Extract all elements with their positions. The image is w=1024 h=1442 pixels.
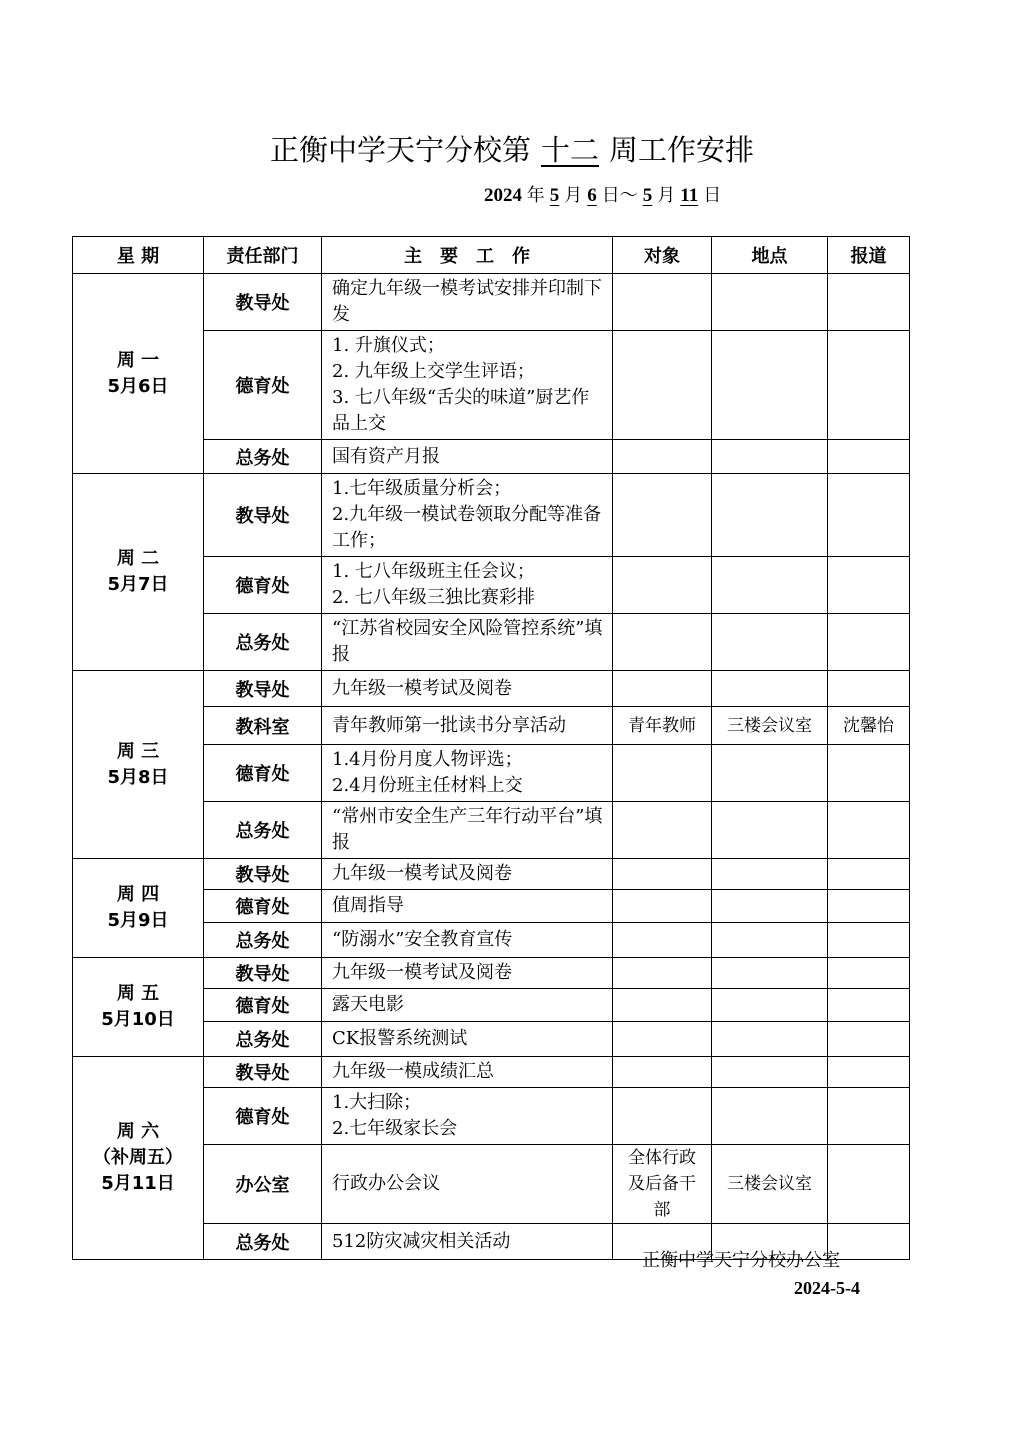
date-tilde: ～ — [619, 185, 638, 206]
target-cell — [613, 923, 712, 958]
weekday-cell — [73, 859, 204, 958]
place-cell — [712, 1022, 828, 1057]
date-start-month: 5 — [549, 185, 560, 206]
place-cell — [712, 1088, 828, 1145]
report-cell: 沈馨怡 — [828, 707, 910, 745]
work-cell — [322, 274, 613, 331]
work-cell — [322, 958, 613, 989]
dept-cell: 总务处 — [204, 614, 322, 671]
schedule-body — [73, 274, 910, 1260]
report-cell — [828, 859, 910, 890]
target-cell — [613, 440, 712, 474]
dept-cell: 教科室 — [204, 707, 322, 745]
work-item: 3. 七八年级“舌尖的味道”厨艺作品上交 — [332, 387, 590, 434]
date-year-char: 年 — [526, 185, 545, 206]
footer-date: 2024-5-4 — [794, 1278, 860, 1298]
work-cell — [322, 1057, 613, 1088]
work-item: 2.4月份班主任材料上交 — [332, 775, 523, 796]
work-item: “防溺水”安全教育宣传 — [332, 929, 513, 950]
place-cell — [712, 890, 828, 923]
report-cell — [828, 890, 910, 923]
weekday-date: 5月7日 — [107, 574, 169, 595]
header-target: 对象 — [613, 237, 712, 274]
work-item: 九年级一模考试及阅卷 — [332, 962, 512, 983]
work-cell — [322, 1088, 613, 1145]
dept-cell: 德育处 — [204, 557, 322, 614]
weekday-cell — [73, 671, 204, 859]
report-cell — [828, 614, 910, 671]
work-item: 九年级一模考试及阅卷 — [332, 677, 512, 699]
place-cell — [712, 474, 828, 557]
table-row — [73, 859, 910, 890]
place-cell — [712, 331, 828, 440]
work-item: 行政办公会议 — [332, 1173, 440, 1194]
weekday-date: 5月10日 — [101, 1009, 175, 1030]
work-item: 值周指导 — [332, 895, 404, 916]
work-item: 1.4月份月度人物评选； — [332, 749, 523, 770]
weekday-name: 周 一 — [116, 349, 160, 371]
target-cell — [613, 859, 712, 890]
work-item: 国有资产月报 — [332, 445, 440, 467]
work-item: 1. 七八年级班主任会议； — [332, 561, 535, 582]
dept-cell: 教导处 — [204, 474, 322, 557]
target-line: 全体行政 — [628, 1148, 696, 1168]
weekday-date: 5月9日 — [107, 910, 169, 931]
work-cell — [322, 859, 613, 890]
work-cell — [322, 923, 613, 958]
report-cell — [828, 958, 910, 989]
work-item: CK报警系统测试 — [332, 1028, 468, 1049]
title-suffix: 周工作安排 — [609, 133, 755, 167]
place-cell — [712, 859, 828, 890]
work-item: 2.九年级一模试卷领取分配等准备工作； — [332, 504, 602, 551]
weekday-cell — [73, 274, 204, 474]
report-cell — [828, 671, 910, 707]
work-cell — [322, 1022, 613, 1057]
weekday-name: 周 二 — [116, 548, 160, 569]
place-cell — [712, 557, 828, 614]
header-weekday: 星 期 — [73, 237, 204, 274]
work-cell — [322, 440, 613, 474]
place-cell — [712, 671, 828, 707]
weekday-name: 周 四 — [116, 884, 160, 905]
work-item: 1.大扫除； — [332, 1092, 422, 1113]
dept-cell: 教导处 — [204, 274, 322, 331]
report-cell — [828, 557, 910, 614]
dept-cell: 教导处 — [204, 671, 322, 707]
dept-cell: 总务处 — [204, 1224, 322, 1260]
date-day-char-2: 日 — [703, 185, 722, 206]
weekday-date: 5月11日 — [101, 1173, 175, 1194]
target-cell — [613, 958, 712, 989]
work-item: 青年教师第一批读书分享活动 — [332, 714, 566, 736]
work-cell — [322, 802, 613, 859]
header-report: 报道 — [828, 237, 910, 274]
work-cell — [322, 1224, 613, 1260]
title-prefix: 正衡中学天宁分校第 — [269, 133, 531, 167]
header-work: 主 要 工 作 — [322, 237, 613, 274]
target-cell — [613, 745, 712, 802]
dept-cell: 德育处 — [204, 331, 322, 440]
table-row — [73, 474, 910, 557]
work-item: 512防灾减灾相关活动 — [332, 1230, 511, 1252]
work-item: 九年级一模成绩汇总 — [332, 1061, 494, 1082]
target-cell — [613, 989, 712, 1022]
target-line: 及后备干 — [628, 1174, 696, 1194]
report-cell — [828, 923, 910, 958]
place-cell: 三楼会议室 — [712, 707, 828, 745]
work-cell — [322, 745, 613, 802]
date-day-char: 日 — [601, 185, 620, 206]
work-item: “常州市安全生产三年行动平台”填报 — [332, 806, 603, 853]
work-item: 2.七年级家长会 — [332, 1118, 458, 1139]
report-cell — [828, 440, 910, 474]
work-item: 2. 七八年级三独比赛彩排 — [332, 587, 535, 608]
target-cell — [613, 1057, 712, 1088]
report-cell — [828, 331, 910, 440]
target-cell — [613, 1145, 712, 1224]
work-cell — [322, 331, 613, 440]
work-cell — [322, 890, 613, 923]
target-cell — [613, 274, 712, 331]
dept-cell: 总务处 — [204, 802, 322, 859]
weekday-cell — [73, 958, 204, 1057]
target-cell — [613, 671, 712, 707]
report-cell — [828, 1088, 910, 1145]
report-cell — [828, 1145, 910, 1224]
report-cell — [828, 802, 910, 859]
date-end-day: 11 — [680, 185, 699, 206]
work-cell — [322, 989, 613, 1022]
dept-cell: 德育处 — [204, 1088, 322, 1145]
table-row — [73, 274, 910, 331]
weekday-date: 5月6日 — [107, 375, 169, 397]
weekday-name: 周 五 — [116, 983, 160, 1004]
date-month-char: 月 — [564, 185, 583, 206]
weekday-name: 周 三 — [116, 740, 160, 762]
target-cell — [613, 802, 712, 859]
target-cell — [613, 890, 712, 923]
place-cell: 三楼会议室 — [712, 1145, 828, 1224]
place-cell — [712, 923, 828, 958]
dept-cell: 教导处 — [204, 958, 322, 989]
target-cell — [613, 557, 712, 614]
work-cell — [322, 474, 613, 557]
date-start-day: 6 — [587, 185, 597, 206]
work-item: 露天电影 — [332, 994, 404, 1015]
place-cell — [712, 745, 828, 802]
weekday-cell — [73, 474, 204, 671]
footer-office: 正衡中学天宁分校办公室 — [642, 1250, 840, 1271]
work-item: 1.七年级质量分析会； — [332, 478, 512, 499]
target-cell — [613, 474, 712, 557]
report-cell — [828, 1022, 910, 1057]
title-week-number: 十二 — [540, 133, 599, 167]
place-cell — [712, 989, 828, 1022]
report-cell — [828, 1057, 910, 1088]
report-cell — [828, 274, 910, 331]
weekday-note: （补周五） — [93, 1147, 183, 1168]
work-item: 九年级一模考试及阅卷 — [332, 863, 512, 884]
weekday-cell — [73, 1057, 204, 1260]
work-cell — [322, 614, 613, 671]
target-cell — [613, 331, 712, 440]
date-range — [484, 181, 721, 207]
target-cell — [613, 1022, 712, 1057]
header-place: 地点 — [712, 237, 828, 274]
table-row — [73, 671, 910, 707]
place-cell — [712, 958, 828, 989]
dept-cell: 德育处 — [204, 989, 322, 1022]
place-cell — [712, 274, 828, 331]
work-item: 1. 升旗仪式； — [332, 335, 445, 356]
work-item: “江苏省校园安全风险管控系统”填报 — [332, 618, 603, 665]
target-cell — [613, 614, 712, 671]
place-cell — [712, 440, 828, 474]
target-cell — [613, 707, 712, 745]
target-cell — [613, 1088, 712, 1145]
date-year: 2024 — [484, 185, 522, 206]
table-row — [73, 1057, 910, 1088]
target-line: 青年教师 — [628, 715, 696, 736]
dept-cell: 总务处 — [204, 1022, 322, 1057]
table-row — [73, 958, 910, 989]
header-dept: 责任部门 — [204, 237, 322, 274]
work-cell — [322, 671, 613, 707]
dept-cell: 总务处 — [204, 440, 322, 474]
report-cell — [828, 474, 910, 557]
report-cell — [828, 989, 910, 1022]
work-cell — [322, 557, 613, 614]
weekday-date: 5月8日 — [107, 766, 169, 788]
place-cell — [712, 1057, 828, 1088]
place-cell — [712, 802, 828, 859]
table-header-row — [73, 237, 910, 274]
date-month-char-2: 月 — [657, 185, 676, 206]
work-cell — [322, 707, 613, 745]
work-cell — [322, 1145, 613, 1224]
dept-cell: 德育处 — [204, 745, 322, 802]
schedule-table — [72, 236, 910, 1260]
weekday-name: 周 六 — [116, 1121, 160, 1142]
report-cell — [828, 745, 910, 802]
dept-cell: 教导处 — [204, 859, 322, 890]
dept-cell: 办公室 — [204, 1145, 322, 1224]
dept-cell: 德育处 — [204, 890, 322, 923]
target-line: 部 — [653, 1200, 671, 1220]
dept-cell: 教导处 — [204, 1057, 322, 1088]
dept-cell: 总务处 — [204, 923, 322, 958]
date-end-month: 5 — [642, 185, 653, 206]
work-item: 确定九年级一模考试安排并印制下发 — [332, 278, 602, 325]
work-item: 2. 九年级上交学生评语； — [332, 361, 535, 382]
place-cell — [712, 614, 828, 671]
page-title — [0, 128, 1024, 169]
